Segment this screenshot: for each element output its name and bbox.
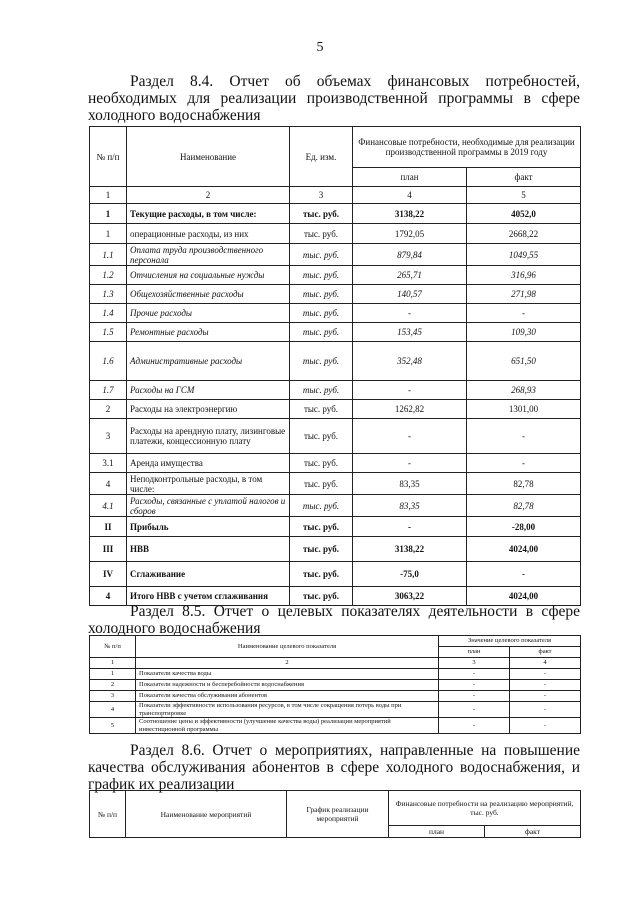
row-fact-cell: - — [510, 669, 581, 680]
table-row — [90, 244, 581, 266]
row-fact-cell: 4052,0 — [467, 204, 581, 224]
row-plan-cell: - — [353, 381, 467, 400]
row-name-cell: Показатели качества обслуживания абонентов — [136, 691, 439, 702]
row-fact-cell: 2668,22 — [467, 224, 581, 244]
row-name-cell: Отчисления на социальные нужды — [127, 266, 290, 285]
row-number-cell: 5 — [90, 718, 136, 734]
idx-cell: 4 — [510, 658, 581, 669]
page-number: 5 — [316, 40, 324, 55]
row-plan-cell: 153,45 — [353, 323, 467, 342]
idx-cell: 1 — [90, 187, 127, 204]
row-number-cell: 3.1 — [90, 454, 127, 473]
row-plan-cell: 1792,05 — [353, 224, 467, 244]
col-name-header: Наименование — [127, 127, 290, 187]
table-row — [90, 718, 581, 734]
col-fact-header: факт — [467, 168, 581, 187]
row-name-cell: Расходы на ГСМ — [127, 381, 290, 400]
row-plan-cell: 140,57 — [353, 285, 467, 304]
row-plan-cell: - — [353, 454, 467, 473]
row-unit-cell: тыс. руб. — [290, 473, 353, 495]
row-fact-cell: - — [510, 702, 581, 718]
row-plan-cell: - — [439, 680, 510, 691]
row-number-cell: 1.2 — [90, 266, 127, 285]
financial-needs-table — [89, 126, 581, 606]
table-row — [90, 266, 581, 285]
table-row — [90, 285, 581, 304]
table-row — [90, 702, 581, 718]
row-number-cell: 2 — [90, 680, 136, 691]
row-plan-cell: - — [439, 669, 510, 680]
row-name-cell: Оплата труда производственного персонала — [127, 244, 290, 266]
row-unit-cell: тыс. руб. — [290, 285, 353, 304]
col-num-header: № п/п — [90, 791, 126, 838]
row-number-cell: 1.7 — [90, 381, 127, 400]
col-plan-header: план — [389, 826, 485, 838]
row-fact-cell: 1301,00 — [467, 400, 581, 419]
table-row — [90, 381, 581, 400]
row-unit-cell: тыс. руб. — [290, 204, 353, 224]
table-row — [90, 204, 581, 224]
row-plan-cell: - — [439, 718, 510, 734]
section-8-5-heading: Раздел 8.5. Отчет о целевых показателях деятельности в сфере холодного водоснабжения — [88, 603, 580, 637]
row-unit-cell: тыс. руб. — [290, 381, 353, 400]
row-name-cell: Показатели надежности и бесперебойности водоснабжения — [136, 680, 439, 691]
row-plan-cell: - — [439, 691, 510, 702]
col-fin-header: Финансовые потребности на реализацию мероприятий, тыс. руб. — [389, 791, 581, 826]
col-value-header: Значение целевого показателя — [439, 636, 581, 647]
row-plan-cell: - — [353, 419, 467, 454]
row-fact-cell: 4024,00 — [467, 587, 581, 606]
row-number-cell: 4 — [90, 587, 127, 606]
row-number-cell: 4 — [90, 702, 136, 718]
row-name-cell: Текущие расходы, в том числе: — [127, 204, 290, 224]
row-name-cell: Неподконтрольные расходы, в том числе: — [127, 473, 290, 495]
row-unit-cell: тыс. руб. — [290, 587, 353, 606]
row-plan-cell: 879,84 — [353, 244, 467, 266]
row-name-cell: Сглаживание — [127, 562, 290, 587]
row-plan-cell: 83,35 — [353, 495, 467, 517]
row-number-cell: 1 — [90, 224, 127, 244]
row-number-cell: 3 — [90, 419, 127, 454]
row-fact-cell: - — [467, 419, 581, 454]
row-name-cell: Общехозяйственные расходы — [127, 285, 290, 304]
row-fact-cell: 82,78 — [467, 495, 581, 517]
row-fact-cell: 271,98 — [467, 285, 581, 304]
table-header-row — [90, 127, 581, 168]
row-fact-cell: - — [510, 718, 581, 734]
table-row — [90, 669, 581, 680]
idx-cell: 2 — [127, 187, 290, 204]
row-fact-cell: - — [510, 691, 581, 702]
col-name-header: Наименование мероприятий — [126, 791, 287, 838]
row-fact-cell: - — [467, 562, 581, 587]
row-name-cell: Аренда имущества — [127, 454, 290, 473]
row-number-cell: 4 — [90, 473, 127, 495]
row-plan-cell: - — [353, 304, 467, 323]
idx-cell: 5 — [467, 187, 581, 204]
row-number-cell: 2 — [90, 400, 127, 419]
col-plan-header: план — [353, 168, 467, 187]
table-row — [90, 680, 581, 691]
row-name-cell: Соотношение цены и эффективности (улучшение качества воды) реализации мероприятий инвестиционной программы — [136, 718, 439, 734]
table-row — [90, 224, 581, 244]
row-fact-cell: 1049,55 — [467, 244, 581, 266]
row-plan-cell: 3063,22 — [353, 587, 467, 606]
column-index-row — [90, 658, 581, 669]
row-number-cell: II — [90, 517, 127, 537]
idx-cell: 1 — [90, 658, 136, 669]
row-name-cell: Ремонтные расходы — [127, 323, 290, 342]
row-name-cell: Административные расходы — [127, 342, 290, 381]
target-indicators-table — [89, 635, 581, 734]
idx-cell: 3 — [290, 187, 353, 204]
row-fact-cell: 651,50 — [467, 342, 581, 381]
row-number-cell: 1.6 — [90, 342, 127, 381]
row-number-cell: IV — [90, 562, 127, 587]
table-row — [90, 495, 581, 517]
col-num-header: № п/п — [90, 127, 127, 187]
col-unit-header: Ед. изм. — [290, 127, 353, 187]
row-unit-cell: тыс. руб. — [290, 495, 353, 517]
row-name-cell: Показатели качества воды — [136, 669, 439, 680]
row-name-cell: Итого НВВ с учетом сглаживания — [127, 587, 290, 606]
row-number-cell: 1 — [90, 204, 127, 224]
row-unit-cell: тыс. руб. — [290, 562, 353, 587]
row-fact-cell: 82,78 — [467, 473, 581, 495]
table-row — [90, 400, 581, 419]
table-row — [90, 323, 581, 342]
row-plan-cell: 352,48 — [353, 342, 467, 381]
row-unit-cell: тыс. руб. — [290, 342, 353, 381]
row-name-cell: НВВ — [127, 537, 290, 562]
row-fact-cell: 268,93 — [467, 381, 581, 400]
row-name-cell: Показатели эффективности использования ресурсов, в том числе сокращения потерь воды при транспортировке — [136, 702, 439, 718]
row-plan-cell: 83,35 — [353, 473, 467, 495]
row-number-cell: 1.5 — [90, 323, 127, 342]
row-unit-cell: тыс. руб. — [290, 266, 353, 285]
section-8-6-heading: Раздел 8.6. Отчет о мероприятиях, направленные на повышение качества обслуживания абонентов в сфере холодного водоснабжения, и график их реализации — [88, 742, 580, 793]
row-number-cell: 4.1 — [90, 495, 127, 517]
idx-cell: 2 — [136, 658, 439, 669]
row-unit-cell: тыс. руб. — [290, 323, 353, 342]
row-unit-cell: тыс. руб. — [290, 517, 353, 537]
col-plan-header: план — [439, 647, 510, 658]
row-plan-cell: 265,71 — [353, 266, 467, 285]
idx-cell: 4 — [353, 187, 467, 204]
col-fin-header: Финансовые потребности, необходимые для реализации производственной программы в 2019 году — [353, 127, 581, 168]
row-fact-cell: 4024,00 — [467, 537, 581, 562]
row-fact-cell: - — [467, 454, 581, 473]
col-fact-header: факт — [510, 647, 581, 658]
table-row — [90, 517, 581, 537]
row-number-cell: 1.1 — [90, 244, 127, 266]
col-name-header: Наименование целевого показателя — [136, 636, 439, 658]
row-plan-cell: -75,0 — [353, 562, 467, 587]
row-fact-cell: - — [467, 304, 581, 323]
row-unit-cell: тыс. руб. — [290, 419, 353, 454]
row-fact-cell: 316,96 — [467, 266, 581, 285]
row-fact-cell: -28,00 — [467, 517, 581, 537]
row-fact-cell: 109,30 — [467, 323, 581, 342]
row-plan-cell: - — [439, 702, 510, 718]
row-name-cell: операционные расходы, из них — [127, 224, 290, 244]
table-row — [90, 473, 581, 495]
table-row — [90, 304, 581, 323]
col-schedule-header: График реализации мероприятий — [287, 791, 389, 838]
table-row — [90, 537, 581, 562]
row-number-cell: 3 — [90, 691, 136, 702]
row-number-cell: 1.4 — [90, 304, 127, 323]
row-plan-cell: 1262,82 — [353, 400, 467, 419]
row-number-cell: 1 — [90, 669, 136, 680]
row-unit-cell: тыс. руб. — [290, 400, 353, 419]
row-name-cell: Расходы на арендную плату, лизинговые платежи, концессионную плату — [127, 419, 290, 454]
row-unit-cell: тыс. руб. — [290, 224, 353, 244]
measures-table — [89, 790, 581, 838]
row-name-cell: Прочие расходы — [127, 304, 290, 323]
row-unit-cell: тыс. руб. — [290, 244, 353, 266]
row-plan-cell: 3138,22 — [353, 537, 467, 562]
row-unit-cell: тыс. руб. — [290, 304, 353, 323]
table-row — [90, 419, 581, 454]
row-fact-cell: - — [510, 680, 581, 691]
idx-cell: 3 — [439, 658, 510, 669]
row-unit-cell: тыс. руб. — [290, 454, 353, 473]
col-num-header: № п/п — [90, 636, 136, 658]
table-header-row — [90, 791, 581, 826]
row-unit-cell: тыс. руб. — [290, 537, 353, 562]
row-number-cell: 1.3 — [90, 285, 127, 304]
row-name-cell: Расходы на электроэнергию — [127, 400, 290, 419]
table-row — [90, 562, 581, 587]
section-8-4-heading: Раздел 8.4. Отчет об объемах финансовых потребностей, необходимых для реализации производственной программы в сфере холодного водоснабжения — [88, 73, 580, 124]
table-row — [90, 342, 581, 381]
col-fact-header: факт — [485, 826, 581, 838]
row-name-cell: Расходы, связанные с уплатой налогов и сборов — [127, 495, 290, 517]
row-plan-cell: - — [353, 517, 467, 537]
row-name-cell: Прибыль — [127, 517, 290, 537]
table-row — [90, 454, 581, 473]
column-index-row — [90, 187, 581, 204]
row-number-cell: III — [90, 537, 127, 562]
table-header-row — [90, 636, 581, 647]
row-plan-cell: 3138,22 — [353, 204, 467, 224]
table-row — [90, 691, 581, 702]
